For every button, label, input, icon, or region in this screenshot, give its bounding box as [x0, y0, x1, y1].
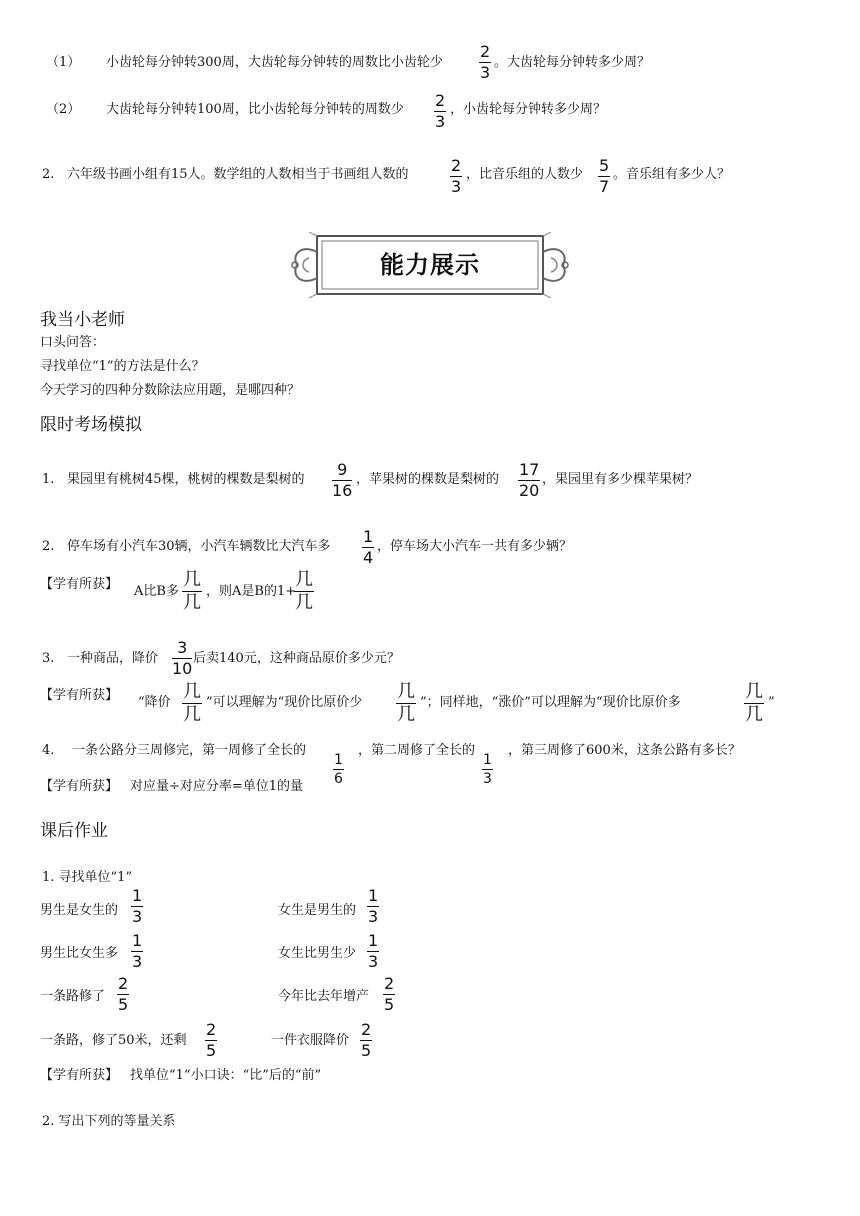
homework-phrase-fraction: 2 5 — [206, 1020, 217, 1060]
q1-sub1-text-end: 。大齿轮每分钟转多少周？ — [494, 55, 651, 70]
homework-item-1-title: 1. 寻找单位“1” — [42, 870, 133, 885]
homework-phrase-fraction: 2 5 — [361, 1020, 372, 1060]
exam-heading: 限时考场模拟 — [40, 415, 142, 435]
q2-fraction-1: 2 3 — [451, 156, 462, 196]
exam-p4-text-middle: ，第二周修了全长的 — [358, 743, 476, 758]
exam-p1-fraction-1: 9 16 — [332, 460, 353, 500]
exam-p3-fraction: 3 10 — [172, 638, 193, 678]
exam-gain3-label: 【学有所获】 — [40, 779, 119, 794]
teacher-line-3: 今天学习的四种分数除法应用题，是哪四种？ — [40, 383, 301, 398]
exam-gain2-fraction-1: 几 几 — [183, 681, 201, 725]
homework-phrase: 今年比去年增产 — [278, 989, 370, 1004]
exam-p1-text: 果园里有桃树45棵，桃树的棵数是梨树的 — [67, 472, 305, 487]
banner-title: 能力展示 — [380, 251, 480, 279]
q2-text-end: 。音乐组有多少人？ — [613, 167, 731, 182]
exam-p1-text-end: ，果园里有多少棵苹果树？ — [542, 472, 699, 487]
homework-phrase-fraction: 1 3 — [368, 931, 379, 971]
q2-fraction-2: 5 7 — [599, 156, 610, 196]
exam-gain2-fraction-2: 几 几 — [397, 681, 415, 725]
exam-gain2-text: “降价 — [138, 695, 171, 710]
exam-gain3-text: 对应量÷对应分率=单位1的量 — [130, 779, 304, 794]
homework-phrase-fraction: 2 5 — [118, 974, 129, 1014]
homework-phrase: 一件衣服降价 — [271, 1033, 350, 1048]
exam-p4-text: 一条公路分三周修完，第一周修了全长的 — [72, 743, 307, 758]
q1-sub2-text: 大齿轮每分钟转100周，比小齿轮每分钟转的周数少 — [106, 102, 404, 117]
homework-phrase-fraction: 1 3 — [368, 886, 379, 926]
homework-phrase: 女生比男生少 — [278, 946, 357, 961]
exam-gain1-text: A比B多 — [134, 584, 179, 599]
homework-phrase: 男生是女生的 — [40, 903, 119, 918]
q2-number: 2. — [42, 167, 55, 182]
teacher-line-1: 口头问答： — [40, 335, 106, 350]
exam-gain2-fraction-3: 几 几 — [745, 681, 763, 725]
homework-item-2-title: 2. 写出下列的等量关系 — [42, 1114, 176, 1129]
q2-text-middle: ，比音乐组的人数少 — [466, 167, 584, 182]
q1-sub1-fraction: 2 3 — [480, 42, 491, 82]
exam-gain1-fraction-1: 几 几 — [183, 569, 201, 613]
homework-phrase-fraction: 1 3 — [132, 886, 143, 926]
q2-text: 六年级书画小组有15人。数学组的人数相当于书画组人数的 — [67, 167, 409, 182]
exam-p2-text-end: ，停车场大小汽车一共有多少辆？ — [377, 539, 573, 554]
section-banner — [287, 232, 573, 298]
exam-gain2-text-end: ” — [768, 695, 775, 710]
exam-p1-text-middle: ，苹果树的棵数是梨树的 — [356, 472, 500, 487]
exam-p1-number: 1. — [42, 472, 55, 487]
exam-gain1-text-middle: ，则A是B的1+ — [206, 584, 297, 599]
homework-gain-label: 【学有所获】 — [40, 1068, 119, 1083]
exam-gain2-label: 【学有所获】 — [40, 688, 119, 703]
exam-p3-text: 一种商品，降价 — [67, 651, 159, 666]
exam-p4-fraction-2: 1 3 — [483, 752, 492, 787]
exam-p2-text: 停车场有小汽车30辆，小汽车辆数比大汽车多 — [67, 539, 331, 554]
exam-gain1-label: 【学有所获】 — [40, 577, 119, 592]
exam-p4-fraction-1: 1 6 — [334, 752, 343, 787]
exam-gain1-fraction-2: 几 几 — [295, 569, 313, 613]
homework-phrase: 一条路修了 — [40, 989, 106, 1004]
exam-p3-text-end: 后卖140元，这种商品原价多少元？ — [193, 651, 400, 666]
exam-gain2-text-middle: ”可以理解为“现价比原价少 — [206, 695, 363, 710]
q1-sub1-text: 小齿轮每分钟转300周，大齿轮每分钟转的周数比小齿轮少 — [106, 55, 443, 70]
q1-sub2-number: （2） — [46, 102, 81, 117]
homework-phrase: 男生比女生多 — [40, 946, 119, 961]
exam-p4-text-end: ，第三周修了600米，这条公路有多长？ — [508, 743, 741, 758]
teacher-line-2: 寻找单位“1”的方法是什么？ — [40, 359, 205, 374]
exam-p1-fraction-2: 17 20 — [519, 460, 540, 500]
exam-p2-fraction: 1 4 — [363, 527, 374, 567]
exam-gain2-text-middle-2: ”；同样地，“涨价”可以理解为“现价比原价多 — [420, 695, 681, 710]
homework-gain-text: 找单位“1“小口诀：“比”后的“前” — [130, 1068, 322, 1083]
homework-phrase-fraction: 1 3 — [132, 931, 143, 971]
q1-sub2-fraction: 2 3 — [435, 91, 446, 131]
teacher-heading: 我当小老师 — [40, 310, 125, 330]
homework-phrase: 一条路，修了50米，还剩 — [40, 1033, 187, 1048]
homework-phrase-fraction: 2 5 — [384, 974, 395, 1014]
q1-sub1-number: （1） — [46, 55, 81, 70]
q1-sub2-text-end: ，小齿轮每分钟转多少周？ — [450, 102, 607, 117]
homework-phrase: 女生是男生的 — [278, 903, 357, 918]
exam-p3-number: 3. — [42, 651, 55, 666]
exam-p4-number: 4. — [42, 743, 55, 758]
exam-p2-number: 2. — [42, 539, 55, 554]
homework-heading: 课后作业 — [40, 821, 108, 841]
